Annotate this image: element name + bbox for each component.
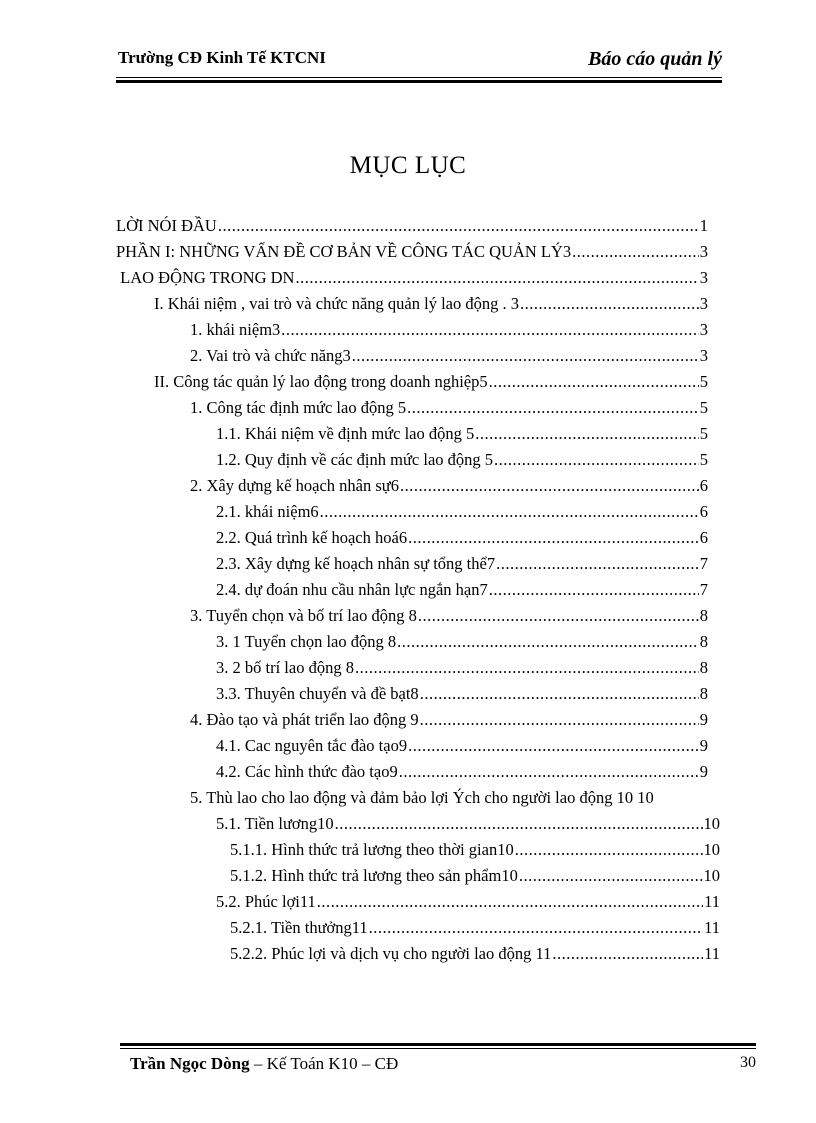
toc-leader xyxy=(399,759,699,785)
toc-entry[interactable] xyxy=(216,889,720,915)
toc-entry[interactable] xyxy=(230,837,720,863)
toc-entry-page: 10 xyxy=(703,814,720,833)
toc-entry-label: 5.1.1. Hình thức trả lương theo thời gian10 xyxy=(230,840,514,859)
toc-entry[interactable] xyxy=(154,291,708,317)
toc-leader xyxy=(355,655,699,681)
page-header xyxy=(118,48,722,74)
toc-entry-label: 5. Thù lao cho lao động và đảm bảo lợi Ých cho người lao động 10 10 xyxy=(190,788,654,807)
toc-entry-label: 1. khái niệm3 xyxy=(190,320,281,339)
toc-entry-page: 3 xyxy=(699,320,708,339)
toc-leader xyxy=(397,629,699,655)
footer-rule-thin xyxy=(120,1048,756,1049)
toc-entry-page: 10 xyxy=(703,866,720,885)
toc-entry-page: 7 xyxy=(699,554,708,573)
toc-leader xyxy=(519,863,703,889)
toc-leader xyxy=(407,395,699,421)
toc-entry-label: LAO ĐỘNG TRONG DN xyxy=(116,268,295,287)
toc-entry-page: 10 xyxy=(703,840,720,859)
toc-leader xyxy=(281,317,698,343)
toc-entry-page: 5 xyxy=(699,424,708,443)
author-name: Trần Ngọc Dòng xyxy=(130,1054,250,1073)
toc-entry-label: 3. 1 Tuyển chọn lao động 8 xyxy=(216,632,397,651)
page-footer xyxy=(130,1054,756,1078)
toc-entry[interactable] xyxy=(190,473,708,499)
toc-entry-label: II. Công tác quản lý lao động trong doanh nghiệp5 xyxy=(154,372,488,391)
toc-entry-page: 9 xyxy=(699,736,708,755)
toc-entry-page: 11 xyxy=(704,918,720,937)
author-class: – Kế Toán K10 – CĐ xyxy=(249,1054,399,1073)
toc-leader xyxy=(572,239,699,265)
toc-entry-label: 2.3. Xây dựng kế hoạch nhân sự tổng thể7 xyxy=(216,554,496,573)
toc-entry[interactable] xyxy=(190,603,708,629)
toc-entry-label: 4.2. Các hình thức đào tạo9 xyxy=(216,762,398,781)
footer-rule-thick xyxy=(120,1043,756,1046)
toc-leader xyxy=(320,499,699,525)
toc-entry[interactable] xyxy=(216,421,708,447)
toc-entry-label: LỜI NÓI ĐẦU xyxy=(116,216,217,235)
toc-entry-page: 3 xyxy=(699,268,708,287)
toc-entry-page: 11 xyxy=(704,892,720,911)
toc-entry[interactable] xyxy=(230,915,720,941)
toc-entry[interactable] xyxy=(216,499,708,525)
toc-entry-page: 9 xyxy=(699,762,708,781)
toc-entry-label: 4.1. Cac nguyên tắc đào tạo9 xyxy=(216,736,408,755)
toc-entry-page: 5 xyxy=(699,450,708,469)
toc-entry-page: 8 xyxy=(699,658,708,677)
toc-leader xyxy=(369,915,703,941)
toc-leader xyxy=(420,681,699,707)
toc-entry[interactable] xyxy=(216,681,708,707)
page-title: MỤC LỤC xyxy=(349,152,467,179)
toc-entry-page: 8 xyxy=(699,606,708,625)
toc-entry-label: 2.1. khái niệm6 xyxy=(216,502,319,521)
toc-entry-page: 6 xyxy=(699,528,708,547)
toc-entry-page: 3 xyxy=(699,346,708,365)
toc-leader xyxy=(489,577,699,603)
toc-entry[interactable] xyxy=(116,213,708,239)
toc-leader xyxy=(420,707,699,733)
toc-entry[interactable] xyxy=(190,317,708,343)
page-number: 30 xyxy=(740,1054,756,1071)
toc-entry-label: 5.2. Phúc lợi11 xyxy=(216,892,316,911)
toc-entry[interactable] xyxy=(190,785,720,811)
toc-entry-label: 1. Công tác định mức lao động 5 xyxy=(190,398,407,417)
toc-entry-label: 3.3. Thuyên chuyển và đề bạt8 xyxy=(216,684,419,703)
toc-entry-page: 3 xyxy=(699,294,708,313)
toc-entry[interactable] xyxy=(216,733,708,759)
header-rule-thick xyxy=(116,80,722,83)
toc-entry-page: 3 xyxy=(699,242,708,261)
toc-entry[interactable] xyxy=(116,265,708,291)
toc-entry[interactable] xyxy=(216,629,708,655)
toc-entry-label: PHẦN I: NHỮNG VẤN ĐỀ CƠ BẢN VỀ CÔNG TÁC QUẢN LÝ3 xyxy=(116,242,572,261)
toc-entry[interactable] xyxy=(230,941,720,967)
toc-entry-label: 2. Vai trò và chức năng3 xyxy=(190,346,351,365)
toc-leader xyxy=(552,941,703,967)
toc-entry[interactable] xyxy=(230,863,720,889)
header-school: Trường CĐ Kinh Tế KTCNI xyxy=(118,48,326,67)
toc-leader xyxy=(218,213,699,239)
toc-entry-page: 11 xyxy=(704,944,720,963)
footer-author xyxy=(130,1054,398,1074)
toc-entry-page: 6 xyxy=(699,476,708,495)
toc-entry[interactable] xyxy=(216,655,708,681)
toc-entry-label: 2.4. dự đoán nhu cầu nhân lực ngắn hạn7 xyxy=(216,580,488,599)
toc-entry-page: 5 xyxy=(699,372,708,391)
toc-entry-label: 5.1. Tiền lương10 xyxy=(216,814,334,833)
toc-entry-label: 5.1.2. Hình thức trả lương theo sản phẩm10 xyxy=(230,866,518,885)
toc-leader xyxy=(515,837,703,863)
toc-leader xyxy=(352,343,699,369)
toc-leader xyxy=(295,265,698,291)
toc-entry-page: 5 xyxy=(699,398,708,417)
toc-entry[interactable] xyxy=(216,759,708,785)
header-report-title: Báo cáo quản lý xyxy=(588,48,722,70)
toc-entry-label: I. Khái niệm , vai trò và chức năng quản lý lao động . 3 xyxy=(154,294,519,313)
toc-entry-label: 5.2.2. Phúc lợi và dịch vụ cho người lao động 11 xyxy=(230,944,552,963)
toc-leader xyxy=(408,525,699,551)
toc-leader xyxy=(418,603,699,629)
toc-leader xyxy=(335,811,703,837)
toc-entry-page: 7 xyxy=(699,580,708,599)
toc-entry-label: 5.2.1. Tiền thưởng11 xyxy=(230,918,368,937)
toc-entry-page: 8 xyxy=(699,632,708,651)
toc-leader xyxy=(475,421,699,447)
toc-entry[interactable] xyxy=(154,369,708,395)
toc-entry[interactable] xyxy=(190,395,708,421)
toc-entry-page: 8 xyxy=(699,684,708,703)
toc-entry-label: 1.1. Khái niệm về định mức lao động 5 xyxy=(216,424,475,443)
toc-leader xyxy=(520,291,699,317)
toc-entry-page: 6 xyxy=(699,502,708,521)
toc-entry-page: 9 xyxy=(699,710,708,729)
toc-leader xyxy=(317,889,703,915)
toc-entry-page: 1 xyxy=(699,216,708,235)
toc-entry[interactable] xyxy=(216,551,708,577)
toc-entry-label: 2. Xây dựng kế hoạch nhân sự6 xyxy=(190,476,399,495)
toc-leader xyxy=(408,733,699,759)
toc-entry[interactable] xyxy=(216,525,708,551)
toc-entry-label: 1.2. Quy định về các định mức lao động 5 xyxy=(216,450,494,469)
toc-entry[interactable] xyxy=(216,447,708,473)
toc-entry[interactable] xyxy=(216,577,708,603)
toc-entry-label: 3. Tuyển chọn và bố trí lao động 8 xyxy=(190,606,417,625)
toc-leader xyxy=(496,551,699,577)
toc-entry-label: 4. Đào tạo và phát triển lao động 9 xyxy=(190,710,419,729)
toc-entry[interactable] xyxy=(116,239,708,265)
header-rule-thin xyxy=(116,77,722,78)
toc-entry-label: 2.2. Quá trình kế hoạch hoá6 xyxy=(216,528,408,547)
toc-leader xyxy=(400,473,699,499)
toc-leader xyxy=(489,369,699,395)
toc-entry[interactable] xyxy=(216,811,720,837)
toc-entry-label: 3. 2 bố trí lao động 8 xyxy=(216,658,354,677)
toc-entry[interactable] xyxy=(190,343,708,369)
toc-leader xyxy=(494,447,699,473)
toc-entry[interactable] xyxy=(190,707,708,733)
